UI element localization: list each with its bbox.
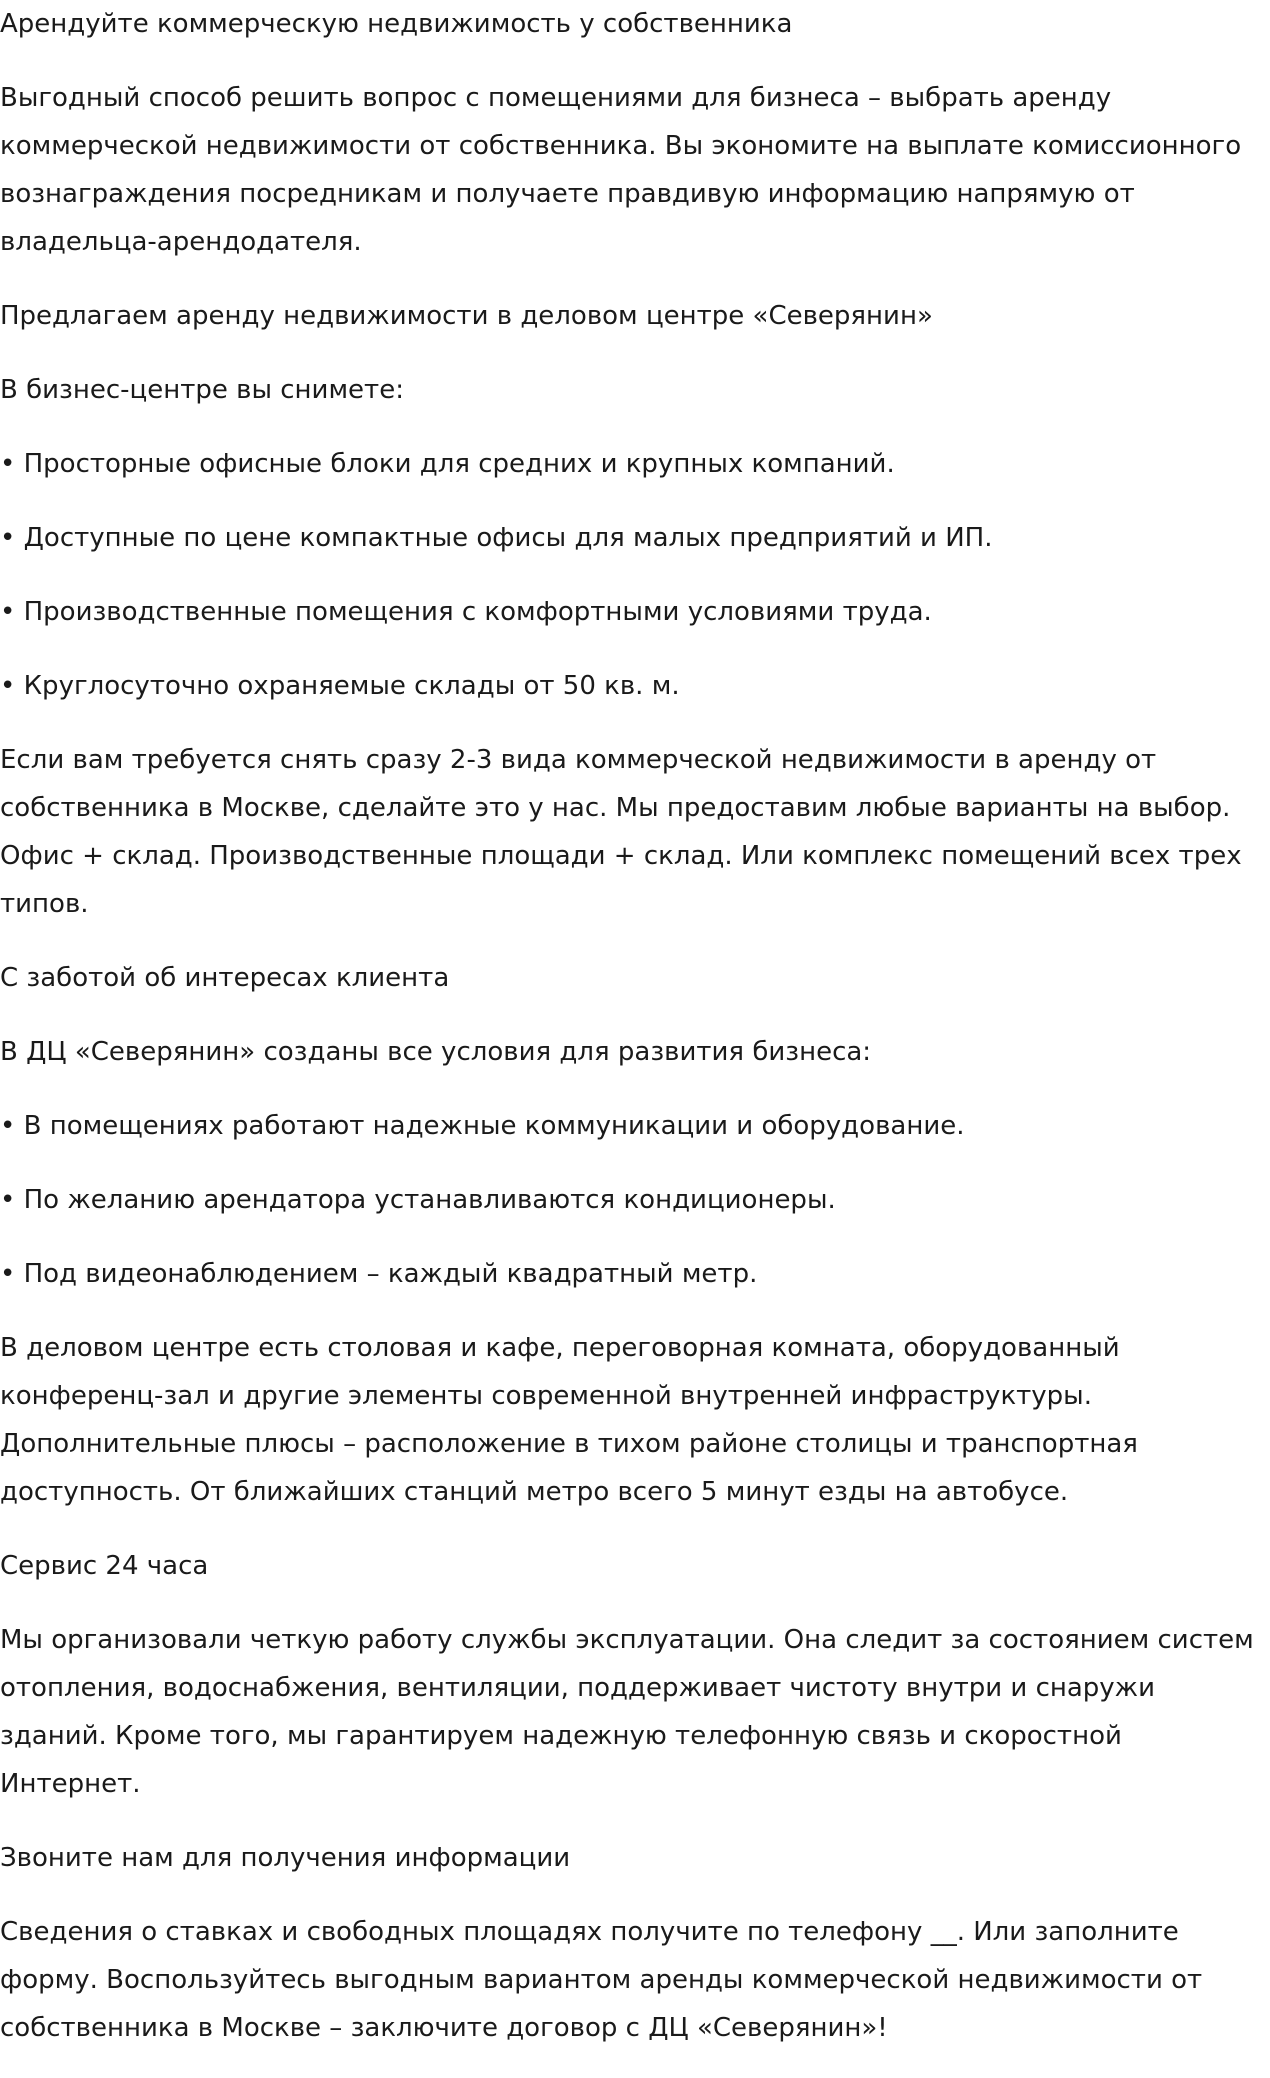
paragraph-contact: Сведения о ставках и свободных площадях получите по телефону __. Или заполните форму. Воспользуйтесь выгодным вариантом аренды коммерческой недвижимости от собственника в Москве – заключите договор с ДЦ «Северянин»! (0, 1917, 1203, 2043)
list-item: • Просторные офисные блоки для средних и крупных компаний. (0, 449, 895, 479)
section-heading-offer: Предлагаем аренду недвижимости в деловом центре «Северянин» (0, 301, 933, 331)
section-heading-service: Сервис 24 часа (0, 1551, 209, 1581)
paragraph-offer-combo: Если вам требуется снять сразу 2-3 вида коммерческой недвижимости в аренду от собственника в Москве, сделайте это у нас. Мы предоставим любые варианты на выбор. Офис + склад. Производственные площади + склад. Или комплекс помещений всех трех типов. (0, 745, 1242, 919)
section-lead-offer: В бизнес-центре вы снимете: (0, 375, 404, 405)
intro-paragraph: Выгодный способ решить вопрос с помещениями для бизнеса – выбрать аренду коммерческой недвижимости от собственника. Вы экономите на выплате комиссионного вознаграждения посредникам и получаете правдивую информацию напрямую от владельца-арендодателя. (0, 83, 1242, 257)
paragraph-service: Мы организовали четкую работу службы эксплуатации. Она следит за состоянием систем отопления, водоснабжения, вентиляции, поддерживает чистоту внутри и снаружи зданий. Кроме того, мы гарантируем надежную телефонную связь и скоростной Интернет. (0, 1625, 1254, 1799)
list-item: • В помещениях работают надежные коммуникации и оборудование. (0, 1111, 965, 1141)
list-item: • Круглосуточно охраняемые склады от 50 кв. м. (0, 671, 680, 701)
section-lead-client-care: В ДЦ «Северянин» созданы все условия для развития бизнеса: (0, 1037, 872, 1067)
list-item: • По желанию арендатора устанавливаются кондиционеры. (0, 1185, 836, 1215)
page-title: Арендуйте коммерческую недвижимость у собственника (0, 9, 793, 39)
list-item: • Производственные помещения с комфортными условиями труда. (0, 597, 932, 627)
list-item: • Доступные по цене компактные офисы для малых предприятий и ИП. (0, 523, 993, 553)
paragraph-infrastructure: В деловом центре есть столовая и кафе, переговорная комната, оборудованный конференц-зал и другие элементы современной внутренней инфраструктуры. Дополнительные плюсы – расположение в тихом районе столицы и транспортная доступность. От ближайших станций метро всего 5 минут езды на автобусе. (0, 1333, 1138, 1507)
section-heading-contact: Звоните нам для получения информации (0, 1843, 571, 1873)
list-item: • Под видеонаблюдением – каждый квадратный метр. (0, 1259, 758, 1289)
section-heading-client-care: С заботой об интересах клиента (0, 963, 450, 993)
